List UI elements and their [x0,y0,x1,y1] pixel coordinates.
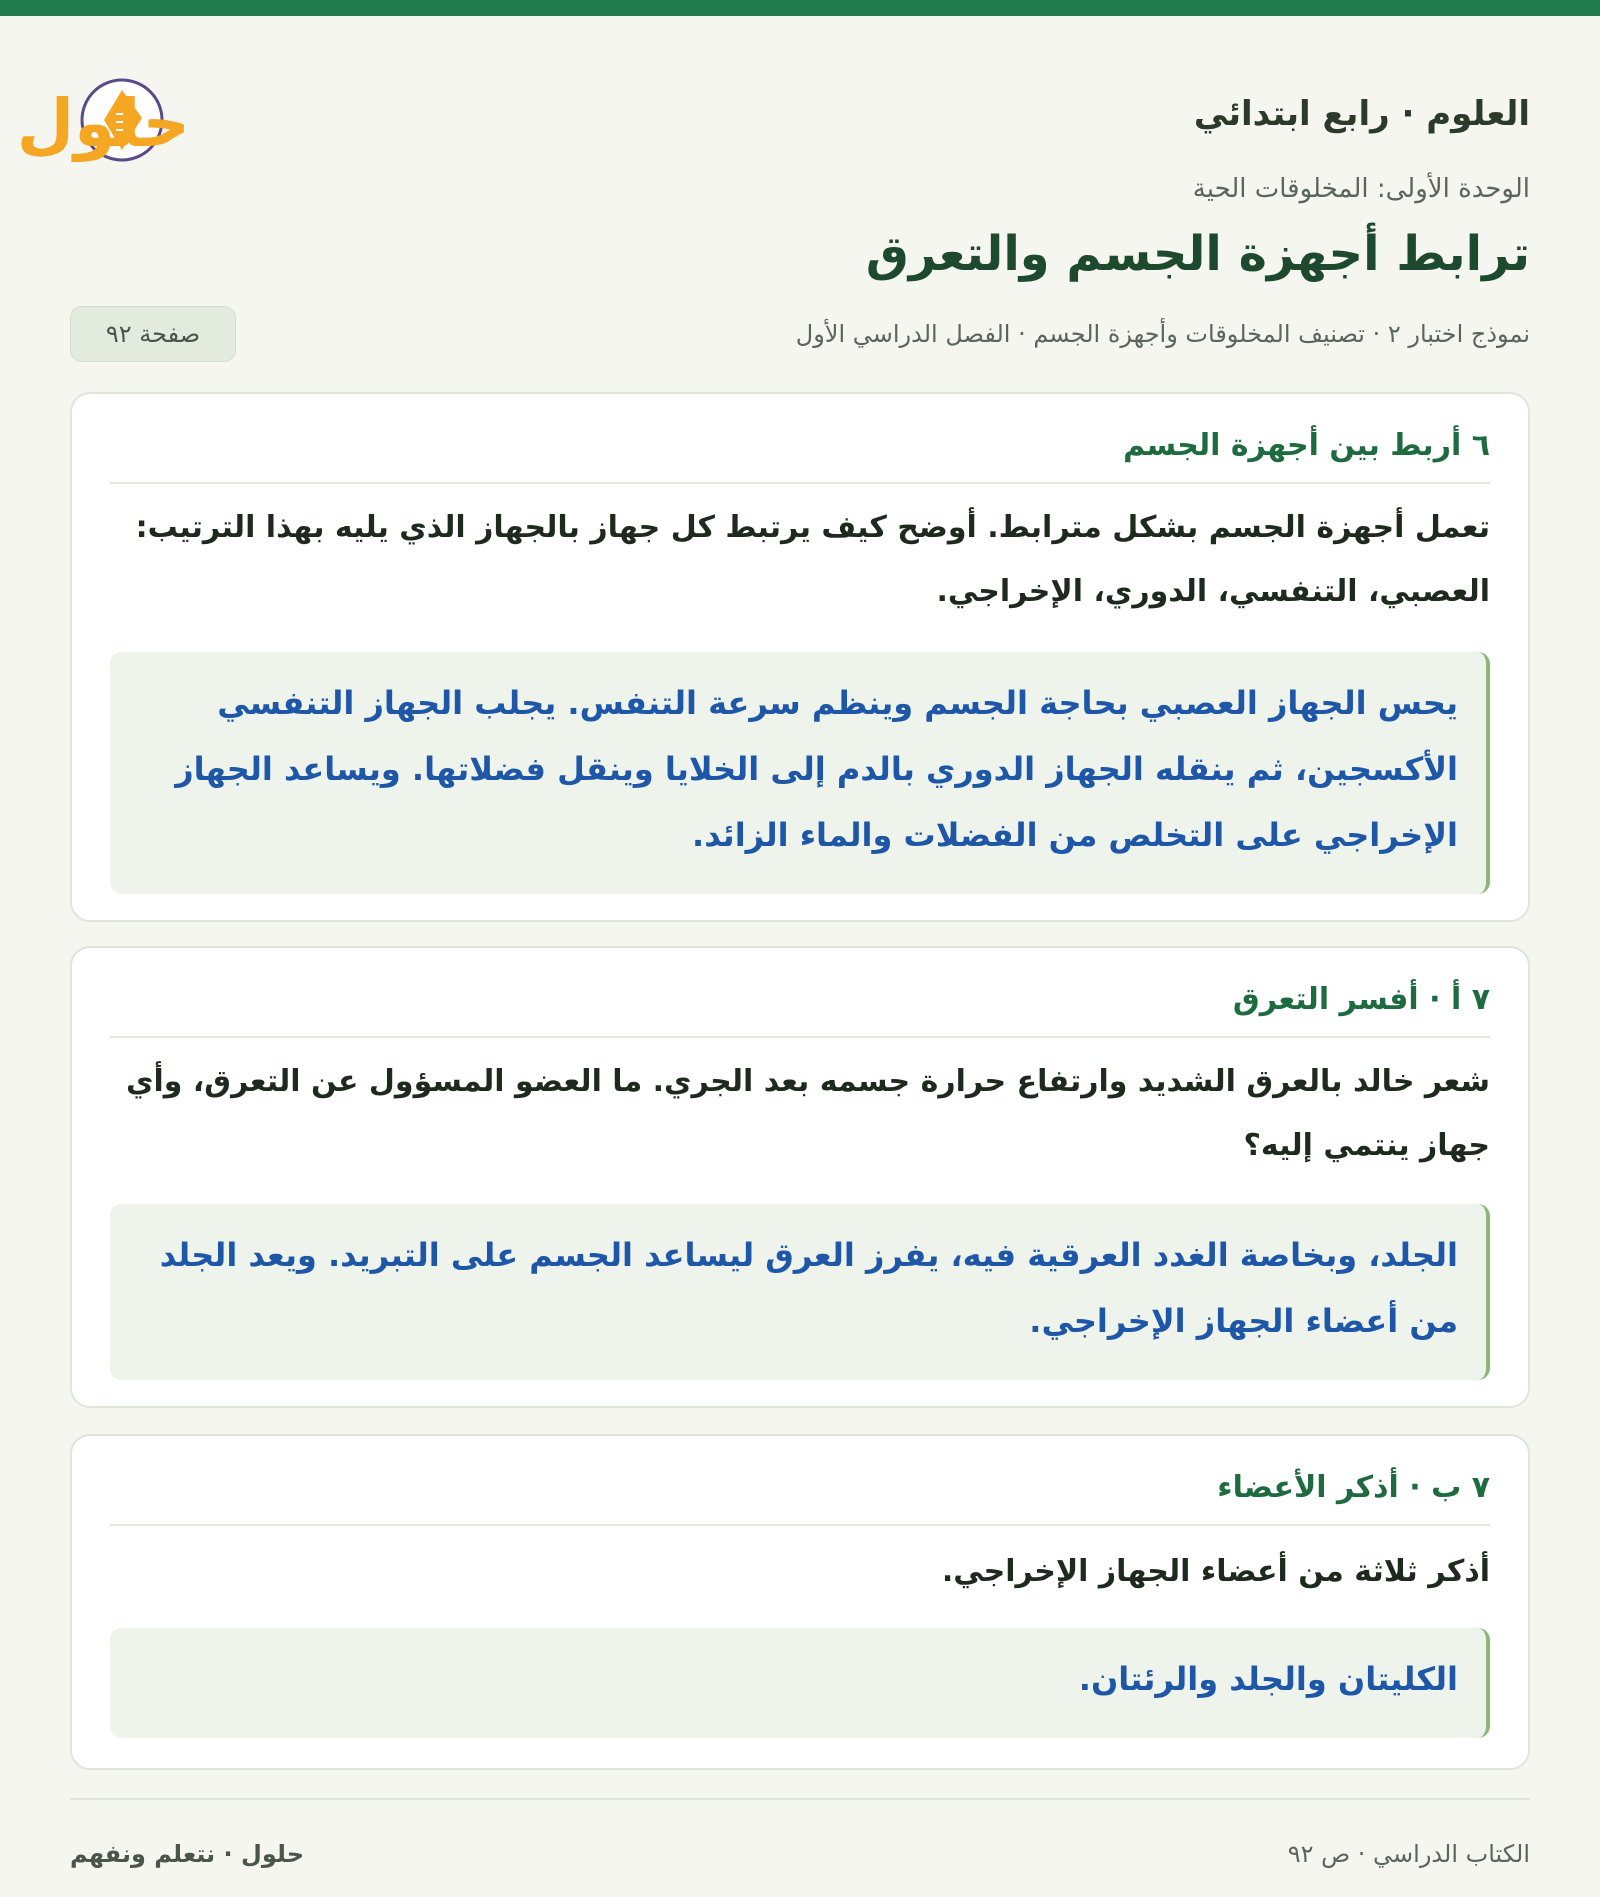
page [16,16,1530,1897]
footer-brand-slogan: حلول · نتعلم ونفهم [70,1840,304,1868]
answer-box: يحس الجهاز العصبي بحاجة الجسم وينظم سرعة التنفس. يجلب الجهاز التنفسي الأكسجين، ثم ينقله الجهاز الدوري بالدم إلى الخلايا وينقل فضلاتها. ويساعد الجهاز الإخراجي على التخلص من الفضلات والماء الزائد. [110,652,1490,894]
question-text: شعر خالد بالعرق الشديد وارتفاع حرارة جسمه بعد الجري. ما العضو المسؤول عن التعرق، وأي جهاز ينتمي إليه؟ [126,1064,1490,1163]
lesson-title: ترابط أجهزة الجسم والتعرق [865,226,1530,282]
header [16,64,1530,174]
answer-box: الجلد، وبخاصة الغدد العرقية فيه، يفرز العرق ليساعد الجسم على التبريد. ويعد الجلد من أعضاء الجهاز الإخراجي. [110,1204,1490,1380]
question-heading: ٧ أ · أفسر التعرق [1232,982,1490,1017]
question-text: تعمل أجهزة الجسم بشكل مترابط. أوضح كيف يرتبط كل جهاز بالجهاز الذي يليه بهذا الترتيب: العصبي، التنفسي، الدوري، الإخراجي. [135,510,1490,609]
answer-box: الكليتان والجلد والرئتان. [110,1628,1490,1738]
question-card-7b [70,1434,1530,1770]
svg-text:حلول: حلول [16,85,190,162]
page-badge: صفحة ٩٢ [70,306,236,362]
footer-divider [70,1798,1530,1800]
unit-label: الوحدة الأولى: المخلوقات الحية [1192,174,1530,204]
exam-meta: نموذج اختبار ٢ · تصنيف المخلوقات وأجهزة الجسم · الفصل الدراسي الأول [795,320,1530,348]
question-card-7a [70,946,1530,1408]
divider [110,1524,1490,1526]
meta-row [70,306,1530,362]
footer-book-reference: الكتاب الدراسي · ص ٩٢ [1287,1840,1530,1868]
question-heading: ٦ أربط بين أجهزة الجسم [1123,428,1490,463]
hulul-logo[interactable] [16,64,340,174]
question-text: أذكر ثلاثة من أعضاء الجهاز الإخراجي. [941,1554,1490,1589]
top-accent-bar [0,0,1600,16]
question-heading: ٧ ب · أذكر الأعضاء [1217,1470,1490,1505]
divider [110,482,1490,484]
subject-title: العلوم · رابع ابتدائي [1193,94,1530,134]
question-card-6 [70,392,1530,922]
divider [110,1036,1490,1038]
